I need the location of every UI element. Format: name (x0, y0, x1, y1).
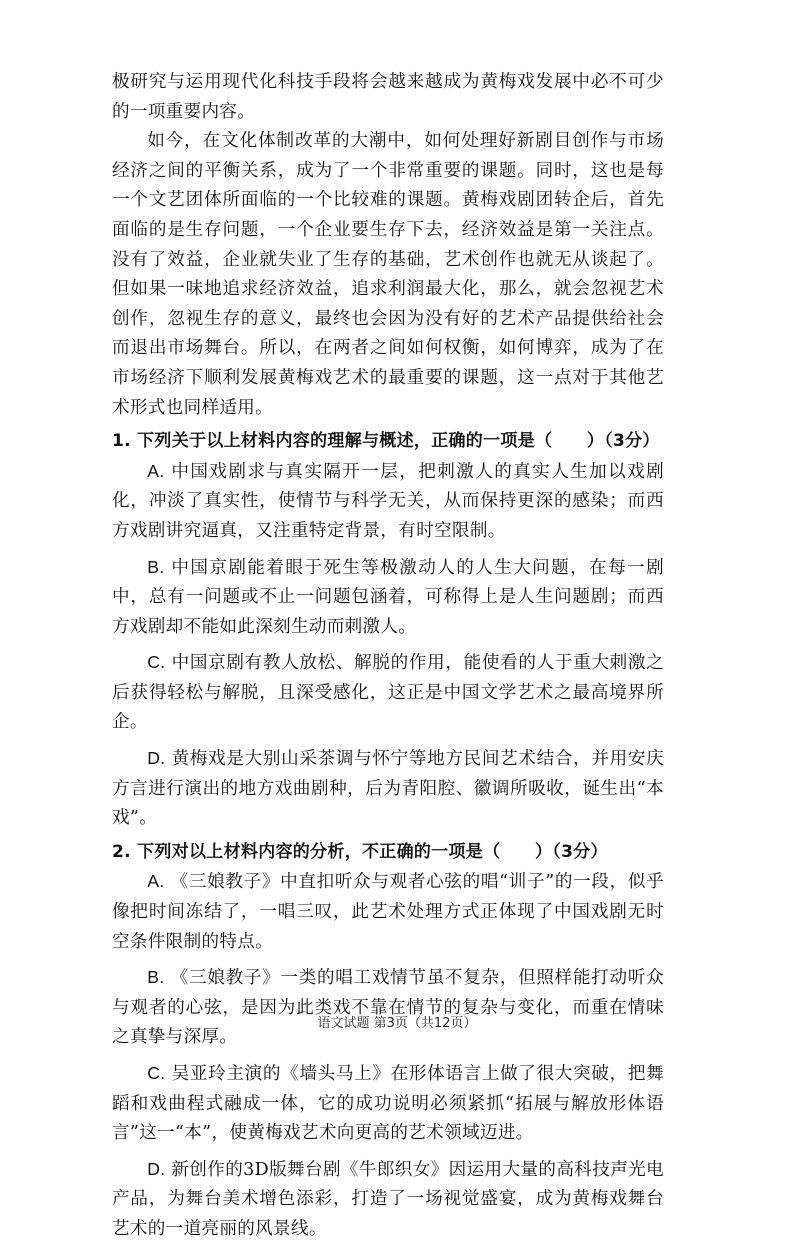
passage-paragraph: 极研究与运用现代化科技手段将会越来越成为黄梅戏发展中必不可少的一项重要内容。 (112, 72, 664, 122)
question-stem: 1. 下列关于以上材料内容的理解与概述，正确的一项是（ ）（3分） (112, 431, 660, 452)
option-letter: B. (147, 556, 165, 577)
option-text: 中国京剧能着眼于死生等极激动人的人生大问题，在每一剧中，总有一问题或不止一问题包涵着，可称得上是人生问题剧；而西方戏剧却不能如此深刻生动而刺激人。 (112, 557, 664, 637)
answer-option (112, 1155, 664, 1245)
option-letter: C. (147, 1063, 166, 1083)
option-letter: A. (147, 871, 165, 892)
passage-paragraph: 如今，在文化体制改革的大潮中，如何处理好新剧目创作与市场经济之间的平衡关系，成为了一个非常重要的课题。同时，这也是每一个文艺团体所面临的一个比较难的课题。黄梅戏剧团转企后，首先面临的是生存问题，一个企业要生存下去，经济效益是第一关注点。没有了效益，企业就失业了生存的基础，艺术创作也就无从谈起了。但如果一味地追求经济效益，追求利润最大化，那么，就会忽视艺术创作，忽视生存的意义，最终也会因为没有好的艺术产品提供给社会而退出市场舞台。所以，在两者之间如何权衡，如何博弈，成为了在市场经济下顺利发展黄梅戏艺术的最重要的课题，这一点对于其他艺术形式也同样适用。 (112, 131, 664, 418)
option-letter: D. (147, 748, 166, 769)
option-text: 中国京剧有教人放松、解脱的作用，能使看的人于重大刺激之后获得轻松与解脱，且深受感化，这正是中国文学艺术之最高境界所企。 (112, 653, 664, 733)
option-text: 新创作的3D版舞台剧《牛郎织女》因运用大量的高科技声光电产品，为舞台美术增色添彩，打造了一场视觉盛宴，成为黄梅戏舞台艺术的一道亮丽的风景线。 (112, 1159, 664, 1239)
question-stem: 2. 下列对以上材料内容的分析，不正确的一项是（ ）（3分） (112, 841, 608, 862)
option-letter: C. (147, 652, 166, 673)
answer-option (112, 1059, 664, 1149)
option-text: 《三娘教子》一类的唱工戏情节虽不复杂，但照样能打动听众与观者的心弦，是因为此类戏不靠在情节的复杂与变化，而重在情味之真挚与深厚。 (112, 968, 664, 1048)
option-text: 《三娘教子》中直扣听众与观者心弦的唱“训子”的一段，似乎像把时间冻结了，一唱三叹，此艺术处理方式正体现了中国戏剧无时空条件限制的特点。 (112, 872, 664, 952)
option-text: 中国戏剧求与真实隔开一层，把刺激人的真实人生加以戏剧化，冲淡了真实性，使情节与科学无关，从而保持更深的感染；而西方戏剧讲究逼真，又注重特定背景，有时空限制。 (112, 461, 664, 541)
option-letter: B. (147, 967, 165, 988)
answer-option (112, 648, 664, 738)
option-letter: A. (147, 460, 165, 481)
option-letter: D. (147, 1158, 166, 1179)
answer-option (112, 867, 664, 957)
answer-option (112, 553, 664, 643)
page-footer: 语文试题 第3页（共12页） (317, 1016, 477, 1031)
option-text: 黄梅戏是大别山采茶调与怀宁等地方民间艺术结合，并用安庆方言进行演出的地方戏曲剧种，后为青阳腔、徽调所吸收，诞生出“本戏”。 (112, 749, 664, 829)
option-text: 吴亚玲主演的《墙头马上》在形体语言上做了很大突破，把舞蹈和戏曲程式融成一体，它的成功说明必须紧抓“拓展与解放形体语言”这一“本”，使黄梅戏艺术向更高的艺术领域迈进。 (112, 1064, 664, 1144)
answer-option (112, 457, 664, 547)
answer-option (112, 744, 664, 834)
page-content (112, 68, 664, 1245)
answer-option (112, 963, 664, 1053)
